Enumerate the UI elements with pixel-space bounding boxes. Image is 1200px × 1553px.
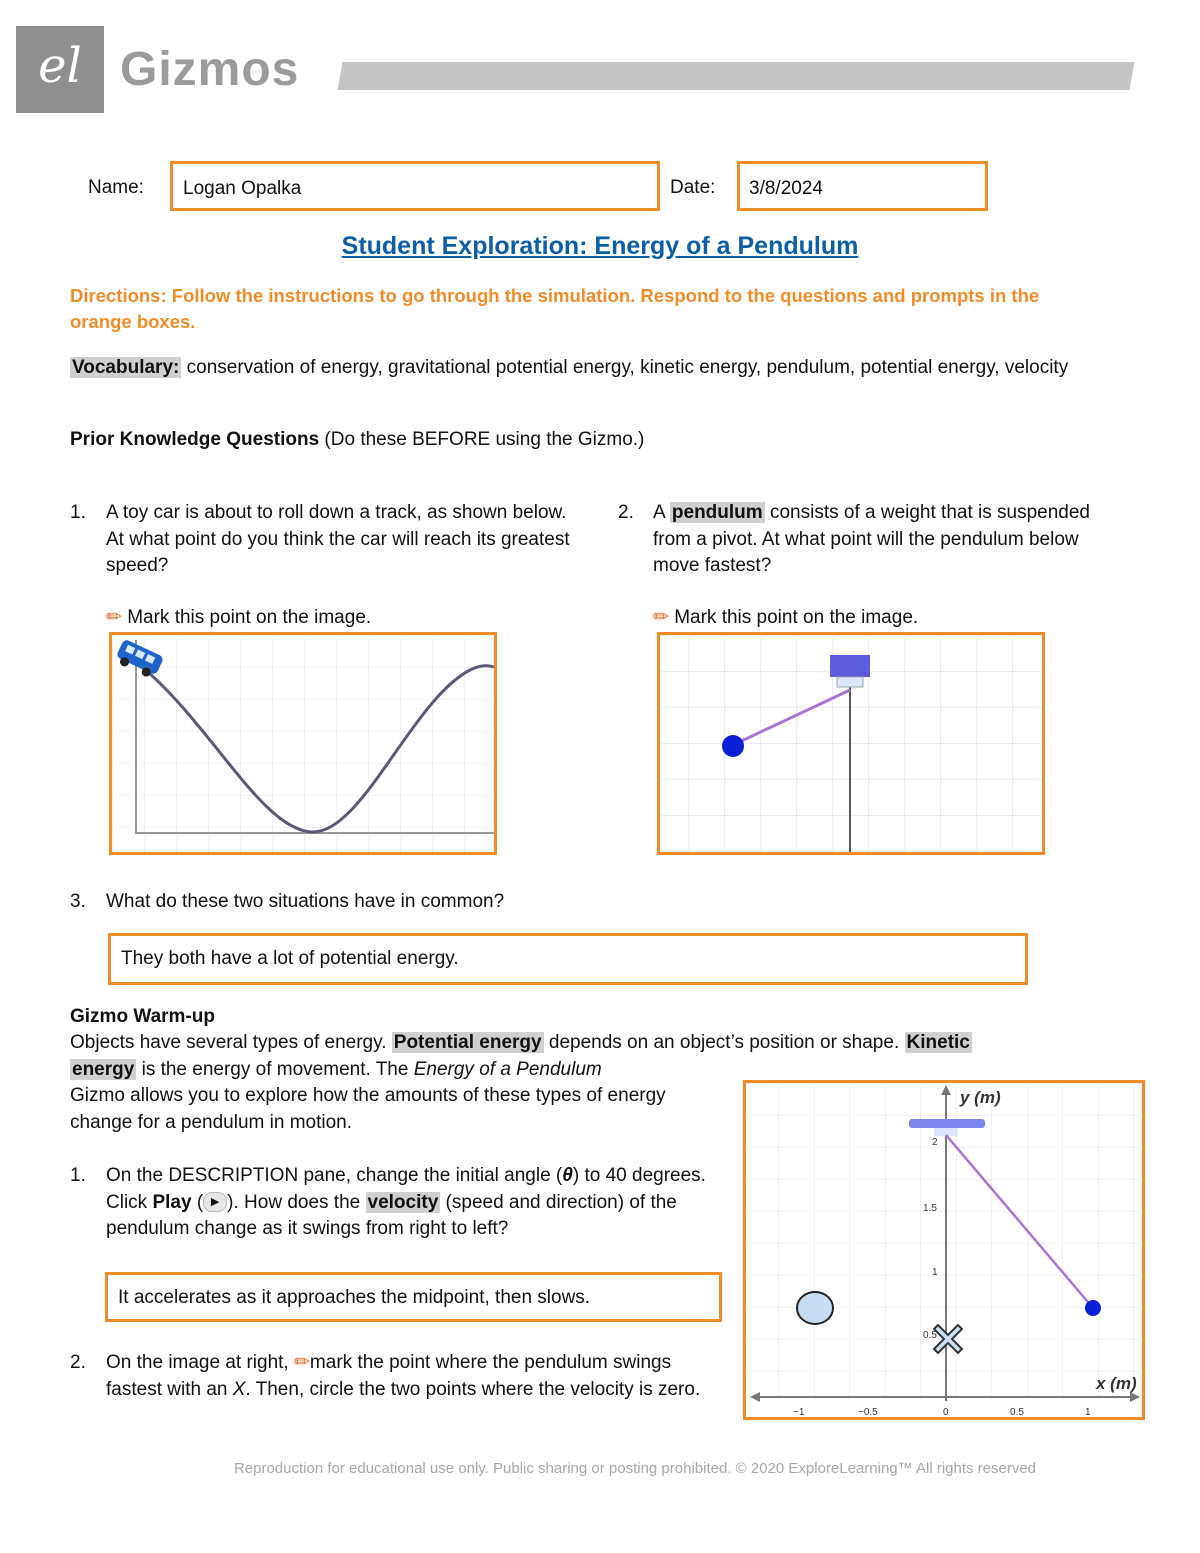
warmup-1-text xyxy=(106,1163,711,1243)
prior-note: (Do these BEFORE using the Gizmo.) xyxy=(319,429,645,450)
logo-glyph: el xyxy=(38,38,82,94)
name-field[interactable] xyxy=(170,161,660,211)
pendulum-image-box[interactable] xyxy=(657,632,1045,855)
question-2-text xyxy=(653,500,1108,580)
question-1-mark xyxy=(106,605,371,632)
warmup-2-text xyxy=(106,1350,711,1403)
date-field[interactable] xyxy=(737,161,988,211)
brand-name: Gizmos xyxy=(120,43,300,96)
y-tick-label: 0.5 xyxy=(923,1330,937,1341)
w1-c: ( xyxy=(191,1191,204,1213)
pencil-icon: ✏ xyxy=(653,607,669,628)
pencil-icon: ✏ xyxy=(106,607,122,628)
question-3-answer-box[interactable] xyxy=(108,933,1028,985)
question-1-text: A toy car is about to roll down a track, as shown below. At what point do you think the car will reach its greatest speed? xyxy=(106,502,570,576)
warmup-text-b: depends on an object’s position or shape. xyxy=(543,1032,905,1053)
pendulum-image xyxy=(660,635,1042,852)
velocity-term: velocity xyxy=(367,1191,439,1213)
y-tick-label: 2 xyxy=(932,1137,938,1148)
date-label: Date: xyxy=(670,177,716,198)
x-tick-label: 1 xyxy=(1085,1407,1091,1417)
warmup-2-number: 2. xyxy=(70,1352,86,1373)
warmup-text-a: Objects have several types of energy. xyxy=(70,1032,392,1053)
prior-knowledge-heading xyxy=(70,427,644,454)
warmup-1-number: 1. xyxy=(70,1165,86,1186)
potential-energy-term: Potential energy xyxy=(393,1032,542,1053)
pivot-base xyxy=(837,677,863,687)
w1-e: (speed and direction) of the pendulum change as it swings from right to left? xyxy=(106,1191,677,1239)
track-grid xyxy=(112,635,494,852)
play-term: Play xyxy=(152,1191,192,1213)
kinetic-term: Kinetic xyxy=(906,1032,970,1053)
vocabulary-label: Vocabulary: xyxy=(72,357,180,378)
question-1-mark-text: Mark this point on the image. xyxy=(127,607,372,628)
graph-pivot-base xyxy=(934,1128,958,1136)
q2-pre: A xyxy=(653,502,670,523)
pivot-mount xyxy=(830,655,870,677)
pendulum-bob xyxy=(722,735,744,757)
question-2-number: 2. xyxy=(618,502,634,523)
x-tick-label: −1 xyxy=(793,1407,805,1417)
theta-symbol: θ xyxy=(562,1165,573,1186)
gizmos-logo xyxy=(16,26,104,113)
y-axis-label: y (m) xyxy=(960,1088,1001,1107)
graph-pendulum-bob xyxy=(1085,1300,1101,1316)
header-bar xyxy=(338,62,1135,90)
warmup-1-answer-box[interactable] xyxy=(105,1272,722,1322)
question-3-text: What do these two situations have in common? xyxy=(106,891,505,912)
vocabulary-terms: conservation of energy, gravitational potential energy, kinetic energy, pendulum, potential energy, velocity xyxy=(181,357,1069,378)
x-tick-label: 0.5 xyxy=(1010,1407,1024,1417)
q2-post: consists of a weight that is suspended from a pivot. At what point will the pendulum below move fastest? xyxy=(653,502,1090,576)
x-tick-label: 0 xyxy=(943,1407,949,1417)
warmup-line-1 xyxy=(70,1030,1140,1057)
date-value: 3/8/2024 xyxy=(749,178,823,199)
warmup-line-3: Gizmo allows you to explore how the amounts of these types of energy change for a pendulum in motion. xyxy=(70,1085,666,1133)
graph-pivot-mount xyxy=(909,1119,985,1128)
w2-a: On the image at right, xyxy=(106,1352,294,1373)
track-image xyxy=(112,635,494,852)
w1-b: ) to 40 degrees. Click xyxy=(106,1165,706,1213)
x-tick-label: −0.5 xyxy=(858,1407,878,1417)
pendulum-term: pendulum xyxy=(671,502,763,523)
y-tick-label: 1 xyxy=(932,1267,938,1278)
pendulum-graph xyxy=(746,1083,1142,1417)
name-label: Name: xyxy=(88,177,144,198)
x-axis-label: x (m) xyxy=(1096,1374,1137,1393)
question-2-mark-text: Mark this point on the image. xyxy=(674,607,919,628)
question-3-number: 3. xyxy=(70,891,86,912)
name-value: Logan Opalka xyxy=(183,178,302,199)
x-letter: X xyxy=(232,1378,246,1400)
w2-c: . Then, circle the two points where the velocity is zero. xyxy=(245,1378,701,1400)
y-tick-label: 1.5 xyxy=(923,1203,937,1214)
warmup-1-answer: It accelerates as it approaches the midpoint, then slows. xyxy=(118,1287,591,1308)
directions-text: Directions: Follow the instructions to go through the simulation. Respond to the questions and prompts in the orange boxes. xyxy=(70,285,1040,332)
footer-text: Reproduction for educational use only. Public sharing or posting prohibited. © 2020 ExploreLearning™ All rights reserved xyxy=(233,1460,1037,1477)
circle-mark xyxy=(797,1292,833,1324)
warmup-line-2 xyxy=(70,1057,710,1084)
warmup-text-c: is the energy of movement. The xyxy=(136,1059,414,1080)
page-title: Student Exploration: Energy of a Pendulum xyxy=(341,232,859,260)
gizmo-name: Energy of a Pendulum xyxy=(413,1059,602,1080)
pendulum-graph-box[interactable] xyxy=(743,1080,1145,1420)
question-3-answer: They both have a lot of potential energy. xyxy=(121,948,459,969)
question-1-number: 1. xyxy=(70,502,86,523)
track-image-box[interactable] xyxy=(109,632,497,855)
vocabulary-paragraph xyxy=(70,355,1140,382)
w1-d: ). How does the xyxy=(227,1191,366,1213)
pencil-icon: ✏ xyxy=(294,1352,310,1373)
energy-term: energy xyxy=(72,1059,135,1080)
question-2-mark xyxy=(653,605,918,632)
w2-b: mark the point where the pendulum swings fastest with an xyxy=(106,1352,672,1400)
play-icon: ▶ xyxy=(203,1192,227,1212)
prior-heading-text: Prior Knowledge Questions xyxy=(70,429,320,450)
w1-a: On the DESCRIPTION pane, change the initial angle ( xyxy=(106,1165,563,1186)
warmup-heading: Gizmo Warm-up xyxy=(70,1006,215,1027)
